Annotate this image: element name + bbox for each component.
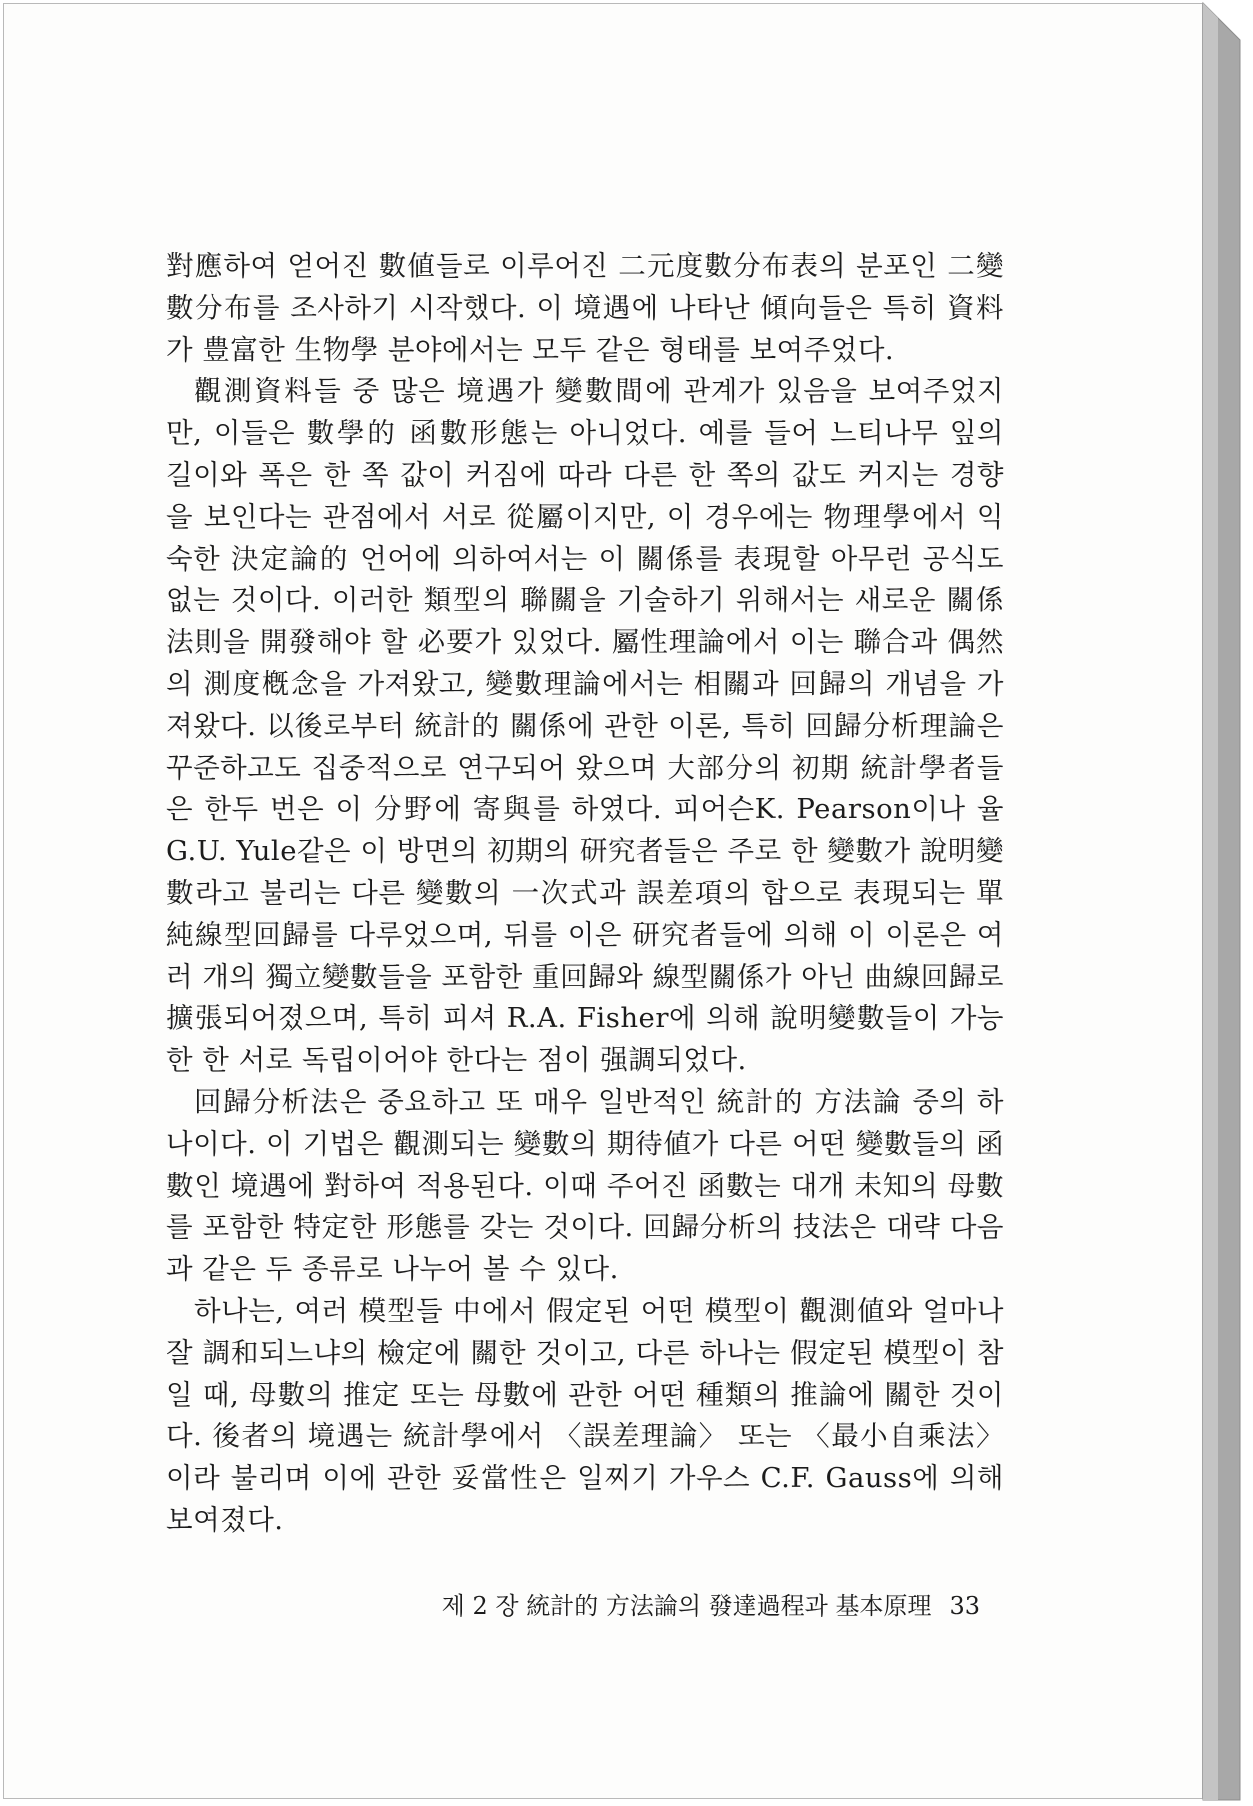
chapter-title: 제 2 장 統計的 方法論의 發達過程과 基本原理 (441, 1592, 932, 1620)
body-text (166, 246, 1004, 1542)
paragraph: 回歸分析法은 중요하고 또 매우 일반적인 統計的 方法論 중의 하나이다. 이 기법은 觀測되는 變數의 期待値가 다른 어떤 變數들의 函數인 境遇에 對하여 적용된다. 이때 주어진 函數는 대개 未知의 母數를 포함한 特定한 形態를 갖는 것이다. 回歸分析의 技法은 대략 다음과 같은 두 종류로 나누어 볼 수 있다. (166, 1085, 1004, 1286)
paragraph: 하나는, 여러 模型들 中에서 假定된 어떤 模型이 觀測値와 얼마나 잘 調和되느냐의 檢定에 關한 것이고, 다른 하나는 假定된 模型이 참일 때, 母數의 推定 또는 母數에 관한 어떤 種類의 推論에 關한 것이다. 後者의 境遇는 統計學에서 〈誤差理論〉 또는 〈最小自乘法〉이라 불리며 이에 관한 妥當性은 일찌기 가우스 C.F. Gauss에 의해 보여졌다. (166, 1294, 1004, 1536)
paragraph: 對應하여 얻어진 數値들로 이루어진 二元度數分布表의 분포인 二變數分布를 조사하기 시작했다. 이 境遇에 나타난 傾向들은 특히 資料가 豊富한 生物學 분야에서는 모두 같은 형태를 보여주었다. (166, 250, 1004, 366)
paragraph: 觀測資料들 중 많은 境遇가 變數間에 관계가 있음을 보여주었지만, 이들은 數學的 函數形態는 아니었다. 예를 들어 느티나무 잎의 길이와 폭은 한 쪽 값이 커짐에 따라 다른 한 쪽의 값도 커지는 경향을 보인다는 관점에서 서로 從屬이지만, 이 경우에는 物理學에서 익숙한 決定論的 언어에 의하여서는 이 關係를 表現할 아무런 공식도 없는 것이다. 이러한 類型의 聯關을 기술하기 위해서는 새로운 關係法則을 開發해야 할 必要가 있었다. 屬性理論에서 이는 聯合과 偶然의 測度槪念을 가져왔고, 變數理論에서는 相關과 回歸의 개념을 가져왔다. 以後로부터 統計的 關係에 관한 이론, 특히 回歸分析理論은 꾸준하고도 집중적으로 연구되어 왔으며 大部分의 初期 統計學者들은 한두 번은 이 分野에 寄與를 하였다. 피어슨K. Pearson이나 율G.U. Yule같은 이 방면의 初期의 研究者들은 주로 한 變數가 說明變數라고 불리는 다른 變數의 一次式과 誤差項의 합으로 表現되는 單純線型回歸를 다루었으며, 뒤를 이은 研究者들에 의해 이 이론은 여러 개의 獨立變數들을 포함한 重回歸와 線型關係가 아닌 曲線回歸로 擴張되어졌으며, 특히 피셔 R.A. Fisher에 의해 說明變數들이 가능한 한 서로 독립이어야 한다는 점이 强調되었다. (166, 375, 1004, 1077)
page-number: 33 (949, 1592, 980, 1620)
running-footer (420, 1586, 980, 1621)
